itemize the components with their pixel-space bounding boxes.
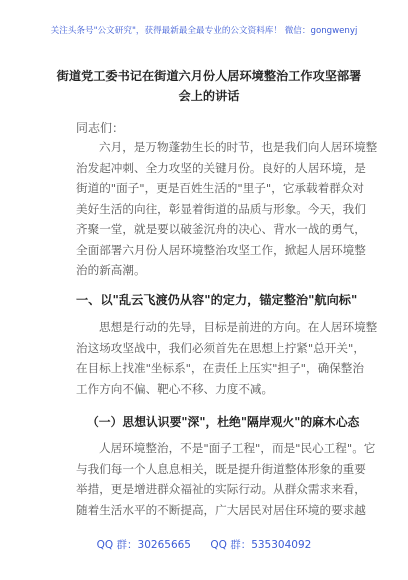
paragraph-line: 治的新高潮。 [76,263,146,277]
paragraph-line: 六月，是万物蓬勃生长的时节，也是我们向人居环境整 [99,140,378,154]
paragraph-line: 人居环境整治，不是"面子工程"，而是"民心工程"。它 [99,441,376,455]
paragraph-line: 全面部署六月份人居环境整治攻坚工作，掀起人居环境整 [76,242,366,257]
salutation: 同志们： [76,121,125,135]
paragraph-line: 举措，更是增进群众福祉的实际行动。从群众需求来看， [76,482,366,496]
title-line: 会上的讲话 [178,89,240,103]
paragraph-line: 工作方向不偏、靶心不移、力度不减。 [76,381,274,396]
paragraph-line: 街道的"面子"，更是百姓生活的"里子"，它承载着群众对 [76,181,364,195]
paragraph-3 [76,438,376,520]
section-heading-1: 一、以"乱云飞渡仍从容"的定力，锚定整治"航向标" [76,293,358,307]
qq-group-2: QQ 群：535304092 [210,539,312,551]
paragraph-line: 治发起冲刺、全力攻坚的关键月份。良好的人居环境，是 [76,160,366,175]
paragraph-line: 与我们每一个人息息相关，既是提升街道整体形象的重要 [76,461,366,476]
qq-group-1: QQ 群：30265665 [96,539,191,551]
paragraph-line: 思想是行动的先导，目标是前进的方向。在人居环境整 [99,320,378,334]
title-line: 街道党工委书记在街道六月份人居环境整治工作攻坚部署 [56,69,362,83]
paragraph-line: 治这场攻坚战中，我们必须首先在思想上拧紧"总开关"， [76,340,365,355]
header-banner: 关注头条号"公文研究"，获得最新最全最专业的公文资料库！ 微信：gongwenyj [50,26,358,36]
paragraph-line: 美好生活的向往，彰显着街道的品质与形象。今天，我们 [76,201,366,216]
paragraph-line: 齐聚一堂，就是要以破釜沉舟的决心、背水一战的勇气， [76,222,366,236]
footer [0,537,408,552]
document-title [54,66,364,106]
paragraph-line: 在目标上找准"坐标系"，在责任上压实"担子"，确保整治 [76,361,364,375]
paragraph-1 [76,137,378,281]
paragraph-2 [76,317,378,399]
section-heading-2: （一）思想认识要"深"，杜绝"隔岸观火"的麻木心态 [87,415,360,429]
paragraph-line: 随着生活水平的不断提高，广大居民对居住环境的要求越 [76,502,366,517]
